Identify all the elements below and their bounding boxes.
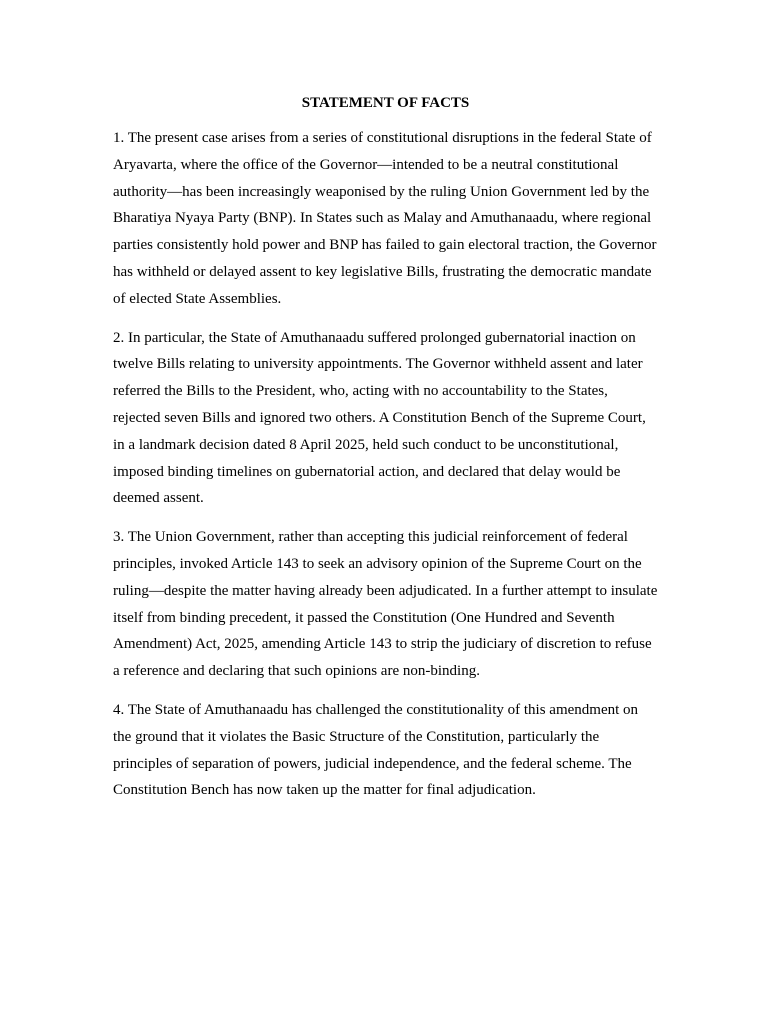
paragraph-1: 1. The present case arises from a series of constitutional disruptions in the federal State of Aryavarta, where the office of the Governor—intended to be a neutral constitutional authority—has been increasingly weaponised by the ruling Union Government led by the Bharatiya Nyaya Party (BNP). In States such as Malay and Amuthanaadu, where regional parties consistently hold power and BNP has failed to gain electoral traction, the Governor has withheld or delayed assent to key legislative Bills, frustrating the democratic mandate of elected State Assemblies. [113,130,657,307]
paragraph-2: 2. In particular, the State of Amuthanaadu suffered prolonged gubernatorial inaction on twelve Bills relating to university appointments. The Governor withheld assent and later referred the Bills to the President, who, acting with no accountability to the States, rejected seven Bills and ignored two others. A Constitution Bench of the Supreme Court, in a landmark decision dated 8 April 2025, held such conduct to be unconstitutional, imposed binding timelines on gubernatorial action, and declared that delay would be deemed assent. [113,329,646,507]
section-title: STATEMENT OF FACTS [301,95,470,111]
paragraph-4: 4. The State of Amuthanaadu has challenged the constitutionality of this amendment on the ground that it violates the Basic Structure of the Constitution, particularly the principles of separation of powers, judicial independence, and the federal scheme. The Constitution Bench has now taken up the matter for final adjudication. [113,701,639,799]
paragraph-3: 3. The Union Government, rather than accepting this judicial reinforcement of federal principles, invoked Article 143 to seek an advisory opinion of the Supreme Court on the ruling—despite the matter having already been adjudicated. In a further attempt to insulate itself from binding precedent, it passed the Constitution (One Hundred and Seventh Amendment) Act, 2025, amending Article 143 to strip the judiciary of discretion to refuse a reference and declaring that such opinions are non-binding. [113,529,658,680]
document-body [113,92,658,816]
